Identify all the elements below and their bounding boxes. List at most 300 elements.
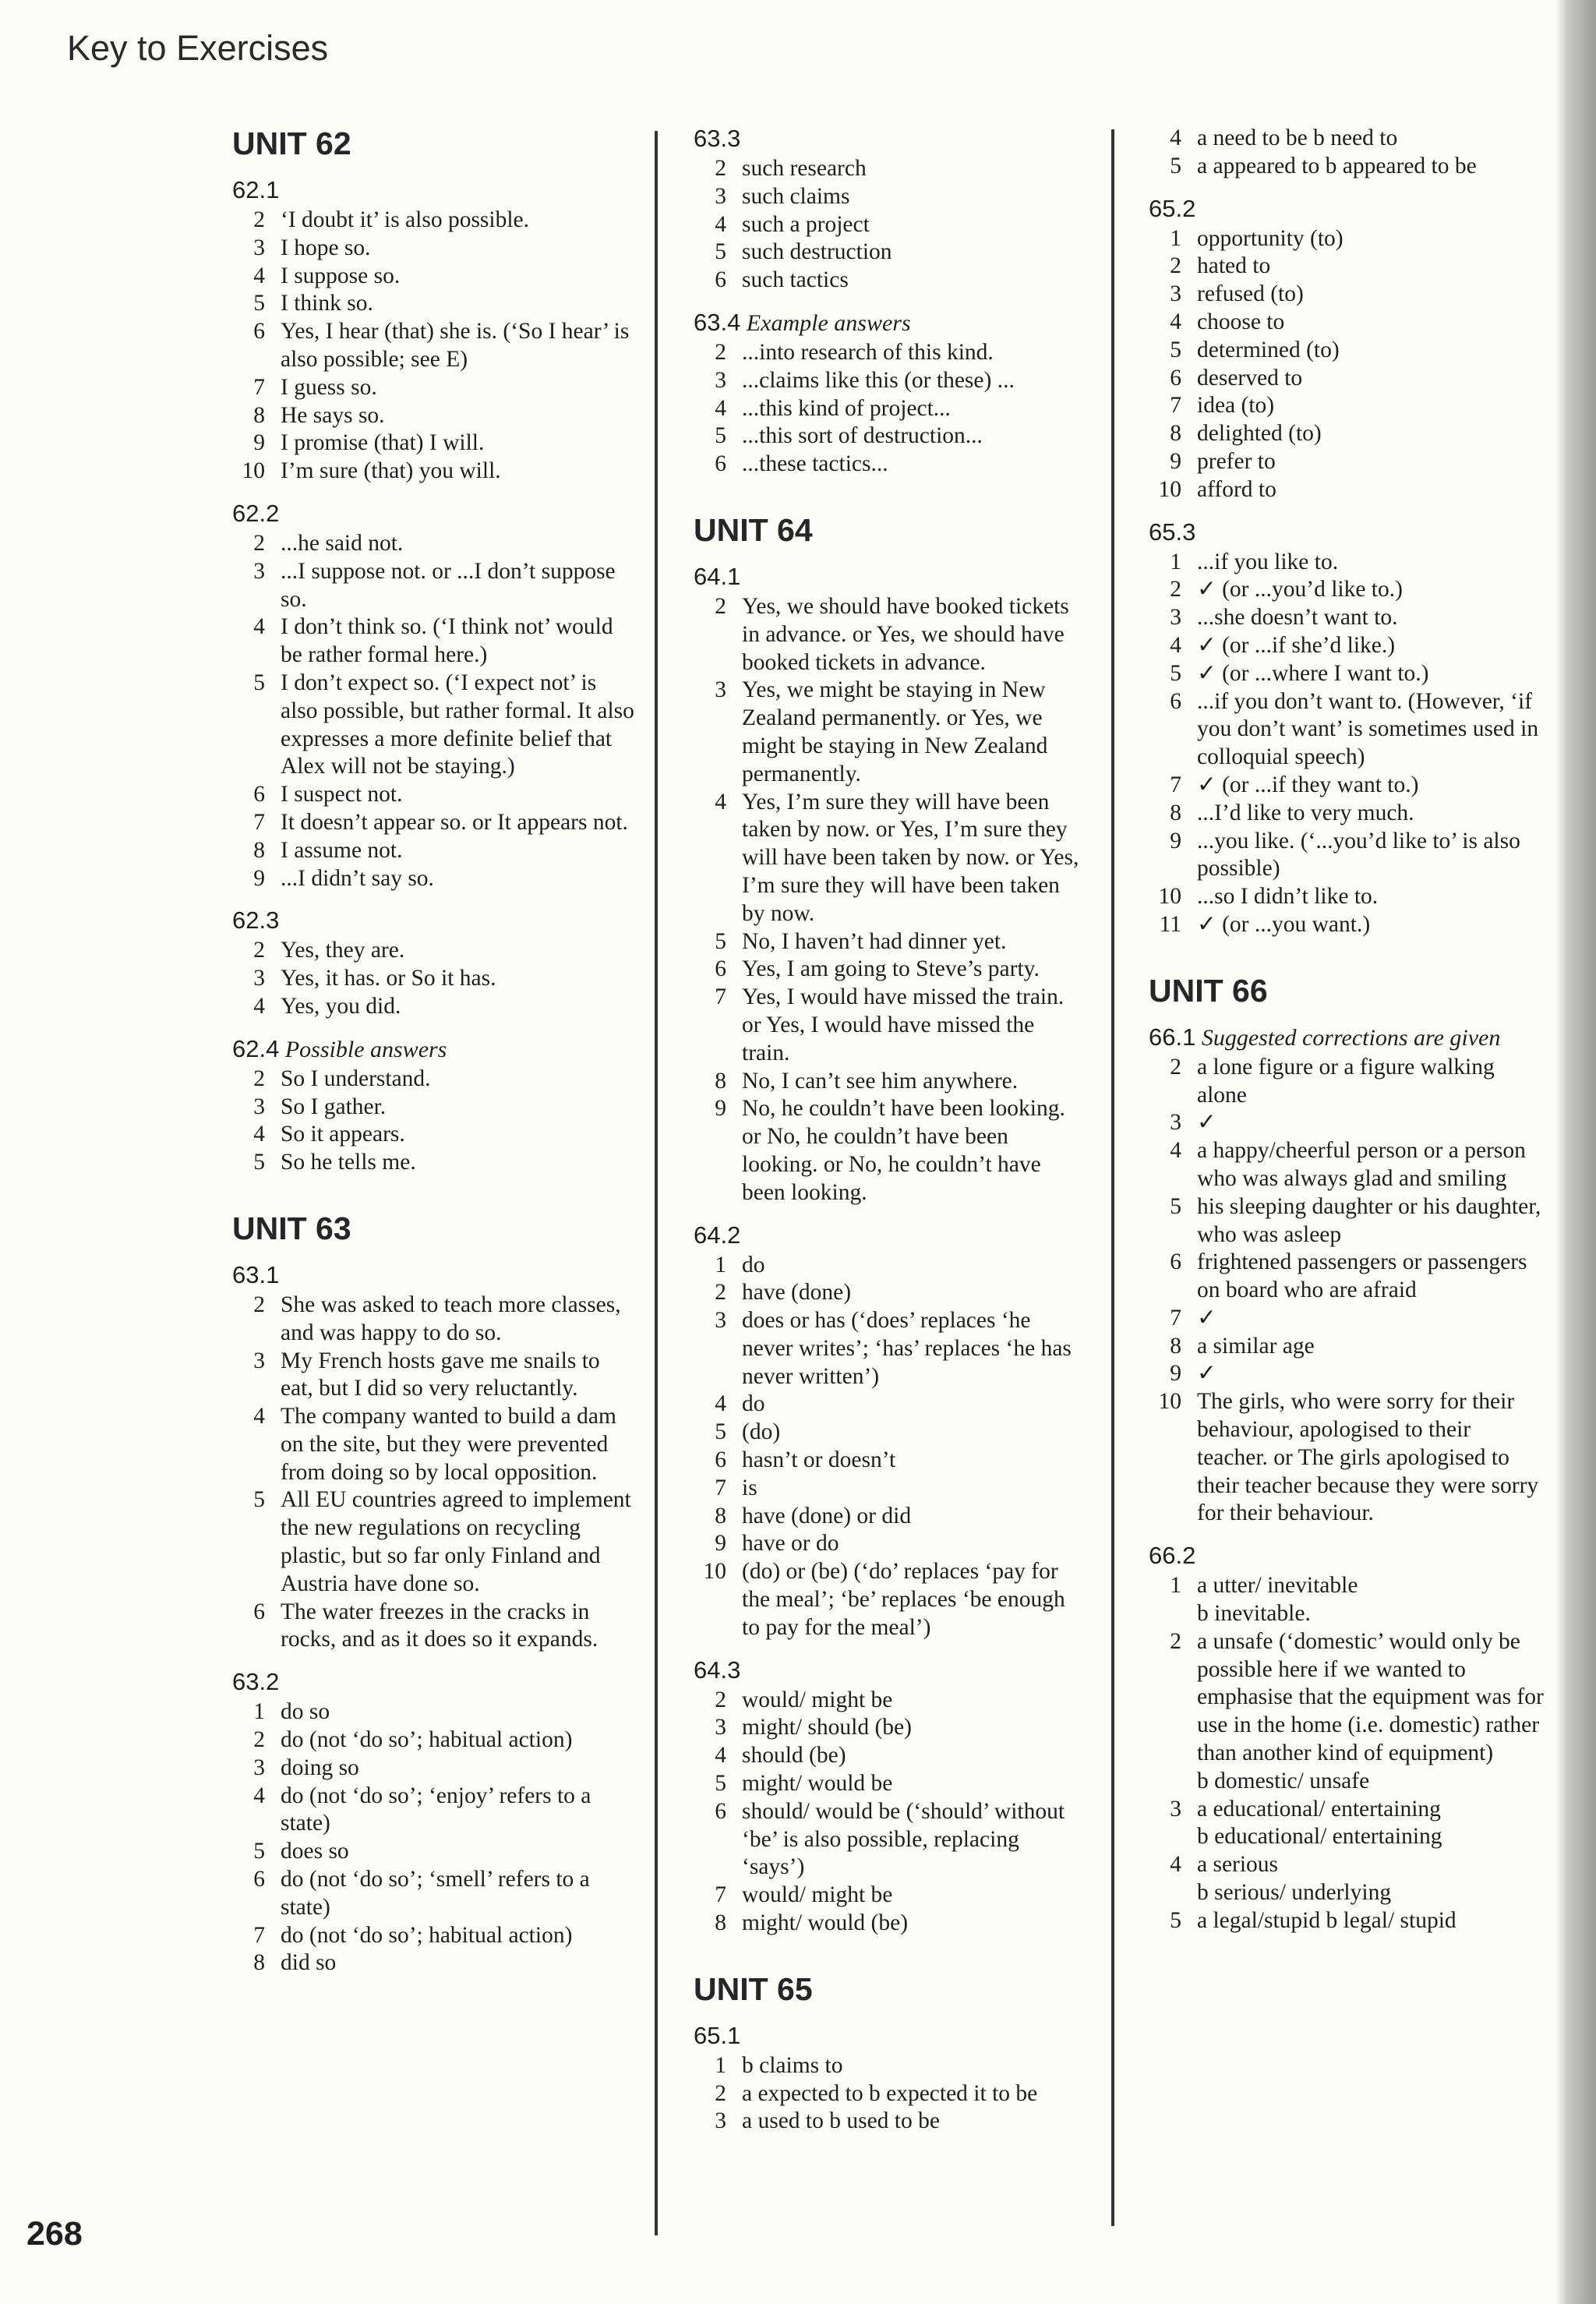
answer-item bbox=[1149, 1193, 1546, 1249]
answer-item bbox=[232, 613, 637, 670]
answer-item bbox=[694, 367, 1083, 395]
answer-item bbox=[694, 1095, 1083, 1207]
answer-number: 3 bbox=[253, 235, 265, 260]
answer-text: choose to bbox=[1197, 309, 1285, 334]
answer-number: 10 bbox=[703, 1559, 726, 1585]
answer-number: 7 bbox=[1170, 772, 1181, 797]
answer-number: 4 bbox=[253, 1783, 265, 1808]
answer-item bbox=[232, 1094, 637, 1122]
answer-number: 6 bbox=[715, 1447, 726, 1473]
page-number: 268 bbox=[26, 2215, 83, 2253]
answer-text: opportunity (to) bbox=[1197, 225, 1344, 251]
answer-text: hasn’t or doesn’t bbox=[742, 1447, 896, 1473]
answer-text: ...you like. (‘...you’d like to’ is also possible) bbox=[1197, 828, 1520, 882]
answer-text: deserved to bbox=[1197, 365, 1303, 390]
answer-item bbox=[232, 1949, 637, 1977]
answer-number: 5 bbox=[253, 1487, 265, 1513]
answer-text: ✓ (or ...if she’d like.) bbox=[1197, 632, 1396, 658]
answer-item bbox=[694, 956, 1083, 984]
answer-number: 5 bbox=[253, 291, 265, 316]
answer-number: 3 bbox=[715, 1308, 726, 1334]
answer-text: such claims bbox=[742, 183, 850, 209]
answer-text: do (not ‘do so’; habitual action) bbox=[281, 1727, 573, 1753]
answer-text: a utter/ inevitable bbox=[1197, 1573, 1358, 1599]
answer-number: 9 bbox=[1170, 828, 1181, 853]
answer-text: So it appears. bbox=[281, 1122, 405, 1147]
exercise-number: 63.4 bbox=[694, 308, 741, 336]
answer-item bbox=[694, 1447, 1083, 1475]
answer-item bbox=[1149, 153, 1546, 181]
answer-text: I’m sure (that) you will. bbox=[281, 458, 501, 484]
answer-text: ...if you don’t want to. (However, ‘if you don’t want’ is sometimes used in colloquial speech) bbox=[1197, 688, 1539, 770]
answer-number: 7 bbox=[253, 809, 265, 835]
exercise-heading bbox=[694, 1221, 1083, 1250]
answer-text: have (done) bbox=[742, 1280, 852, 1306]
answer-text: do (not ‘do so’; ‘smell’ refers to a state) bbox=[281, 1867, 590, 1920]
answer-number: 1 bbox=[715, 2052, 726, 2078]
answer-item bbox=[232, 1838, 637, 1866]
answer-text: a serious bbox=[1197, 1852, 1279, 1878]
answer-item bbox=[694, 1391, 1083, 1419]
answer-number: 1 bbox=[253, 1699, 265, 1725]
answer-text: ...she doesn’t want to. bbox=[1197, 605, 1398, 631]
answer-text: b serious/ underlying bbox=[1197, 1880, 1392, 1906]
answer-item bbox=[694, 1742, 1083, 1770]
answer-number: 2 bbox=[253, 1727, 265, 1753]
exercise-number: 64.2 bbox=[694, 1221, 741, 1249]
answer-item bbox=[694, 1714, 1083, 1742]
answer-text: Yes, I hear (that) she is. (‘So I hear’ is also possible; see E) bbox=[281, 319, 630, 372]
answer-number: 3 bbox=[715, 1715, 726, 1740]
answer-text: prefer to bbox=[1197, 448, 1276, 474]
answer-text: a happy/cheerful person or a person who was always glad and smiling bbox=[1197, 1138, 1526, 1191]
answer-number: 3 bbox=[715, 183, 726, 209]
answer-number: 4 bbox=[253, 1404, 265, 1429]
answer-text: All EU countries agreed to implement the new regulations on recycling plastic, but so far only Finland and Austria have done so. bbox=[281, 1487, 631, 1596]
answer-item bbox=[232, 1403, 637, 1486]
answer-number: 6 bbox=[253, 1599, 265, 1624]
answer-number: 7 bbox=[715, 984, 726, 1010]
answer-number: 2 bbox=[253, 530, 265, 556]
answer-text: My French hosts gave me snails to eat, but I did so very reluctantly. bbox=[281, 1348, 600, 1401]
answer-item bbox=[232, 1783, 637, 1839]
answer-text: I promise (that) I will. bbox=[281, 430, 485, 456]
answer-text: does so bbox=[281, 1839, 349, 1864]
answer-item bbox=[1149, 1879, 1546, 1907]
exercise-number: 66.1 bbox=[1149, 1023, 1196, 1051]
answer-item bbox=[1149, 688, 1546, 772]
answer-item bbox=[232, 374, 637, 402]
answer-text: ...claims like this (or these) ... bbox=[742, 367, 1015, 393]
answer-text: does or has (‘does’ replaces ‘he never writes’; ‘has’ replaces ‘he has never written’) bbox=[742, 1308, 1072, 1389]
answer-item bbox=[694, 1307, 1083, 1391]
answer-number: 3 bbox=[253, 1094, 265, 1119]
answer-item bbox=[1149, 883, 1546, 911]
answer-item bbox=[232, 809, 637, 837]
answer-text: ...he said not. bbox=[281, 530, 404, 556]
answer-text: such a project bbox=[742, 211, 870, 237]
answer-number: 3 bbox=[715, 2108, 726, 2134]
answer-item bbox=[694, 2052, 1083, 2080]
answer-number: 7 bbox=[253, 374, 265, 400]
answer-text: b inevitable. bbox=[1197, 1601, 1311, 1627]
answer-number: 9 bbox=[1170, 1361, 1181, 1387]
answer-number: 8 bbox=[253, 837, 265, 863]
column-rule bbox=[655, 131, 658, 2235]
exercise-heading bbox=[694, 563, 1083, 592]
answer-item bbox=[232, 1065, 637, 1094]
answer-text: is bbox=[742, 1475, 757, 1500]
exercise-number: 65.3 bbox=[1149, 518, 1196, 546]
answer-item bbox=[694, 1503, 1083, 1531]
answer-number: 8 bbox=[715, 1503, 726, 1528]
exercise-number: 62.4 bbox=[232, 1034, 280, 1062]
answer-number: 2 bbox=[715, 2080, 726, 2106]
answer-item bbox=[1149, 281, 1546, 309]
exercise-heading bbox=[232, 1035, 637, 1064]
answer-item bbox=[694, 211, 1083, 239]
answer-item bbox=[1149, 772, 1546, 800]
exercise-heading bbox=[1149, 1542, 1546, 1571]
answer-number: 2 bbox=[715, 1280, 726, 1306]
answer-number: 8 bbox=[253, 402, 265, 428]
answer-item bbox=[232, 670, 637, 781]
answer-number: 7 bbox=[715, 1882, 726, 1908]
answer-text: ✓ bbox=[1197, 1305, 1216, 1330]
answer-text: The girls, who were sorry for their behaviour, apologised to their teacher. or The girls apologised to their teacher because they were sorry for their behaviour. bbox=[1197, 1389, 1539, 1526]
answer-item bbox=[1149, 1768, 1546, 1796]
answer-text: such tactics bbox=[742, 267, 849, 293]
answer-number: 7 bbox=[1170, 1305, 1181, 1330]
answer-number: 4 bbox=[1170, 309, 1181, 334]
answer-number: 9 bbox=[253, 865, 265, 891]
answer-number: 5 bbox=[1170, 1193, 1181, 1219]
answer-number: 9 bbox=[253, 430, 265, 456]
answer-text: might/ should (be) bbox=[742, 1715, 912, 1740]
answer-number: 6 bbox=[1170, 365, 1181, 390]
answer-number: 4 bbox=[715, 211, 726, 237]
answer-item bbox=[1149, 1907, 1546, 1935]
answer-number: 3 bbox=[253, 1348, 265, 1373]
answer-item bbox=[232, 235, 637, 263]
answer-item bbox=[694, 1252, 1083, 1280]
answer-item bbox=[694, 1798, 1083, 1882]
answer-text: might/ would be bbox=[742, 1771, 893, 1797]
answer-text: ...I didn’t say so. bbox=[281, 865, 434, 891]
answer-text: I suppose so. bbox=[281, 263, 401, 288]
answer-item bbox=[694, 1419, 1083, 1447]
answer-number: 8 bbox=[1170, 1333, 1181, 1359]
answer-number: 1 bbox=[715, 1252, 726, 1277]
answer-text: delighted (to) bbox=[1197, 421, 1322, 447]
answer-item bbox=[232, 558, 637, 614]
answer-number: 6 bbox=[1170, 1249, 1181, 1275]
answer-text: a appeared to b appeared to be bbox=[1197, 153, 1477, 178]
answer-text: Yes, we should have booked tickets in advance. or Yes, we should have booked tickets in advance. bbox=[742, 593, 1069, 675]
answer-item bbox=[694, 1910, 1083, 1938]
answer-number: 2 bbox=[253, 1292, 265, 1317]
exercise-heading bbox=[232, 176, 637, 205]
exercise-number: 62.2 bbox=[232, 499, 280, 527]
answer-column-1 bbox=[232, 125, 637, 1977]
answer-text: a need to be b need to bbox=[1197, 125, 1398, 150]
answer-number: 9 bbox=[715, 1531, 726, 1557]
answer-text: a lone figure or a figure walking alone bbox=[1197, 1054, 1495, 1108]
exercise-number: 63.2 bbox=[232, 1668, 280, 1696]
answer-text: Yes, I’m sure they will have been taken by now. or Yes, I’m sure they will have been taken by now. or Yes, I’m sure they will have been taken by now. bbox=[742, 789, 1079, 926]
answer-item bbox=[1149, 1600, 1546, 1628]
answer-text: ✓ (or ...if they want to.) bbox=[1197, 772, 1419, 797]
answer-number: 6 bbox=[715, 1798, 726, 1824]
answer-item bbox=[1149, 1628, 1546, 1768]
answer-text: ✓ (or ...you’d like to.) bbox=[1197, 577, 1403, 603]
answer-text: do (not ‘do so’; ‘enjoy’ refers to a state) bbox=[281, 1783, 591, 1836]
answer-number: 2 bbox=[715, 339, 726, 365]
answer-number: 4 bbox=[253, 263, 265, 288]
exercise-number: 65.1 bbox=[694, 2021, 741, 2049]
answer-number: 3 bbox=[1170, 1110, 1181, 1136]
answer-text: It doesn’t appear so. or It appears not. bbox=[281, 809, 628, 835]
answer-number: 7 bbox=[253, 1922, 265, 1948]
answer-text: doing so bbox=[281, 1755, 359, 1780]
exercise-heading bbox=[1149, 195, 1546, 224]
answer-text: So he tells me. bbox=[281, 1150, 416, 1175]
answer-item bbox=[232, 1121, 637, 1149]
answer-item bbox=[694, 984, 1083, 1067]
exercise-heading bbox=[1149, 518, 1546, 547]
answer-item bbox=[232, 937, 637, 965]
answer-number: 9 bbox=[1170, 448, 1181, 474]
answer-number: 3 bbox=[253, 1755, 265, 1780]
answer-item bbox=[1149, 660, 1546, 688]
answer-number: 3 bbox=[715, 677, 726, 703]
answer-text: ‘I doubt it’ is also possible. bbox=[281, 207, 530, 232]
answer-number: 6 bbox=[715, 267, 726, 293]
answer-text: afford to bbox=[1197, 476, 1276, 502]
answer-text: have (done) or did bbox=[742, 1503, 912, 1528]
answer-number: 2 bbox=[715, 1687, 726, 1712]
answer-text: ...this kind of project... bbox=[742, 395, 951, 421]
answer-text: ...I suppose not. or ...I don’t suppose so. bbox=[281, 558, 616, 612]
answer-number: 1 bbox=[1170, 225, 1181, 251]
answer-text: a unsafe (‘domestic’ would only be possible here if we wanted to emphasise that the equipment was for use in the home (i.e. domestic) rather than another kind of equipment) bbox=[1197, 1628, 1544, 1766]
answer-number: 3 bbox=[1170, 605, 1181, 631]
answer-text: b claims to bbox=[742, 2052, 843, 2078]
answer-text: Yes, I would have missed the train. or Yes, I would have missed the train. bbox=[742, 984, 1065, 1065]
answer-item bbox=[1149, 1333, 1546, 1361]
answer-item bbox=[232, 865, 637, 893]
answer-number: 6 bbox=[253, 1867, 265, 1892]
answer-text: a used to b used to be bbox=[742, 2108, 940, 2134]
answer-text: I hope so. bbox=[281, 235, 371, 260]
answer-text: do bbox=[742, 1391, 765, 1417]
answer-text: ✓ bbox=[1197, 1361, 1216, 1387]
answer-number: 2 bbox=[253, 207, 265, 232]
answer-text: do bbox=[742, 1252, 765, 1277]
answer-number: 6 bbox=[1170, 688, 1181, 714]
answer-number: 3 bbox=[1170, 1796, 1181, 1822]
answer-number: 3 bbox=[253, 966, 265, 991]
answer-item bbox=[694, 2080, 1083, 2108]
answer-number: 4 bbox=[253, 614, 265, 640]
answer-number: 2 bbox=[1170, 1628, 1181, 1654]
answer-item bbox=[694, 1770, 1083, 1798]
answer-item bbox=[1149, 225, 1546, 253]
answer-number: 5 bbox=[1170, 1907, 1181, 1933]
answer-item bbox=[694, 1882, 1083, 1910]
answer-column-2 bbox=[694, 125, 1083, 2136]
answer-number: 5 bbox=[715, 423, 726, 449]
answer-text: ...this sort of destruction... bbox=[742, 423, 983, 449]
answer-number: 4 bbox=[1170, 125, 1181, 150]
answer-item bbox=[1149, 253, 1546, 281]
answer-text: would/ might be bbox=[742, 1882, 893, 1908]
exercise-heading bbox=[232, 1261, 637, 1290]
answer-text: b domestic/ unsafe bbox=[1197, 1768, 1370, 1793]
answer-text: No, I can’t see him anywhere. bbox=[742, 1068, 1019, 1094]
answer-item bbox=[1149, 576, 1546, 604]
answer-item bbox=[1149, 337, 1546, 365]
answer-item bbox=[232, 429, 637, 458]
answer-item bbox=[232, 1486, 637, 1598]
answer-item bbox=[1149, 1249, 1546, 1305]
answer-text: a legal/stupid b legal/ stupid bbox=[1197, 1907, 1457, 1933]
answer-number: 5 bbox=[1170, 660, 1181, 686]
answer-item bbox=[694, 1475, 1083, 1503]
answer-number: 4 bbox=[715, 1743, 726, 1769]
answer-text: The company wanted to build a dam on the site, but they were prevented from doing so by local opposition. bbox=[281, 1404, 616, 1485]
answer-item bbox=[694, 451, 1083, 479]
answer-item bbox=[232, 1149, 637, 1177]
answer-item bbox=[232, 207, 637, 235]
answer-number: 4 bbox=[715, 1391, 726, 1417]
answer-text: Yes, we might be staying in New Zealand permanently. or Yes, we might be staying in New Zealand permanently. bbox=[742, 677, 1048, 786]
answer-text: hated to bbox=[1197, 253, 1271, 279]
answer-text: Yes, I am going to Steve’s party. bbox=[742, 956, 1040, 982]
answer-item bbox=[1149, 800, 1546, 828]
answer-item bbox=[694, 339, 1083, 367]
exercise-number: 64.3 bbox=[694, 1656, 741, 1684]
answer-item bbox=[1149, 448, 1546, 476]
unit-heading: UNIT 62 bbox=[232, 125, 351, 161]
answer-number: 6 bbox=[715, 956, 726, 982]
answer-item bbox=[1149, 1137, 1546, 1193]
answer-number: 4 bbox=[253, 1122, 265, 1147]
answer-text: determined (to) bbox=[1197, 337, 1340, 362]
answer-item bbox=[694, 1558, 1083, 1641]
answer-item bbox=[1149, 1360, 1546, 1388]
exercise-number: 62.3 bbox=[232, 906, 280, 935]
answer-number: 7 bbox=[715, 1475, 726, 1500]
exercise-heading bbox=[232, 906, 637, 935]
exercise-heading bbox=[1149, 1023, 1546, 1052]
exercise-number: 63.1 bbox=[232, 1260, 280, 1288]
answer-number: 8 bbox=[1170, 800, 1181, 825]
answer-number: 5 bbox=[715, 928, 726, 954]
answer-text: I guess so. bbox=[281, 374, 377, 400]
answer-text: The water freezes in the cracks in rocks, and as it does so it expands. bbox=[281, 1599, 598, 1652]
exercise-note: Example answers bbox=[746, 309, 911, 336]
unit-heading: UNIT 66 bbox=[1149, 972, 1268, 1009]
answer-number: 10 bbox=[242, 458, 265, 484]
unit-heading: UNIT 64 bbox=[694, 511, 813, 548]
answer-number: 10 bbox=[1158, 476, 1181, 502]
answer-item bbox=[1149, 549, 1546, 577]
answer-number: 6 bbox=[253, 782, 265, 807]
answer-text: idea (to) bbox=[1197, 393, 1275, 419]
answer-item bbox=[694, 422, 1083, 451]
answer-item bbox=[694, 677, 1083, 788]
exercise-number: 62.1 bbox=[232, 176, 280, 203]
answer-item bbox=[1149, 365, 1546, 393]
answer-item bbox=[1149, 1796, 1546, 1824]
answer-item bbox=[232, 965, 637, 993]
unit-heading: UNIT 63 bbox=[232, 1210, 351, 1246]
answer-number: 2 bbox=[253, 1065, 265, 1091]
answer-item bbox=[232, 402, 637, 430]
answer-item bbox=[1149, 125, 1546, 153]
answer-item bbox=[1149, 604, 1546, 632]
answer-number: 2 bbox=[1170, 577, 1181, 603]
answer-text: ...into research of this kind. bbox=[742, 339, 994, 365]
answer-text: I suspect not. bbox=[281, 782, 403, 807]
answer-text: So I understand. bbox=[281, 1065, 431, 1091]
answer-item bbox=[1149, 911, 1546, 939]
answer-number: 8 bbox=[1170, 421, 1181, 447]
answer-item bbox=[694, 2108, 1083, 2136]
answer-number: 1 bbox=[1170, 549, 1181, 574]
answer-text: a similar age bbox=[1197, 1333, 1315, 1359]
exercise-note: Suggested corrections are given bbox=[1201, 1024, 1501, 1051]
answer-item bbox=[232, 993, 637, 1021]
answer-number: 8 bbox=[253, 1950, 265, 1976]
answer-number: 8 bbox=[715, 1068, 726, 1094]
answer-text: such destruction bbox=[742, 239, 892, 265]
answer-item bbox=[1149, 1823, 1546, 1851]
answer-item bbox=[1149, 828, 1546, 884]
answer-number: 5 bbox=[1170, 153, 1181, 178]
answer-item bbox=[232, 1922, 637, 1950]
answer-text: Yes, it has. or So it has. bbox=[281, 966, 496, 991]
answer-item bbox=[232, 1726, 637, 1755]
answer-number: 5 bbox=[253, 1150, 265, 1175]
answer-text: have or do bbox=[742, 1531, 839, 1557]
answer-item bbox=[1149, 309, 1546, 337]
answer-item bbox=[1149, 476, 1546, 504]
answer-number: 3 bbox=[253, 558, 265, 584]
answer-item bbox=[694, 593, 1083, 677]
answer-item bbox=[1149, 1388, 1546, 1528]
exercise-heading bbox=[694, 125, 1083, 154]
answer-number: 6 bbox=[715, 451, 726, 477]
running-header: Key to Exercises bbox=[67, 28, 329, 68]
answer-number: 5 bbox=[253, 1839, 265, 1864]
exercise-heading bbox=[694, 309, 1083, 337]
answer-text: (do) or (be) (‘do’ replaces ‘pay for the meal’; ‘be’ replaces ‘be enough to pay for the meal’) bbox=[742, 1559, 1065, 1640]
answer-number: 2 bbox=[253, 938, 265, 963]
answer-text: She was asked to teach more classes, and was happy to do so. bbox=[281, 1292, 621, 1345]
answer-text: ✓ (or ...where I want to.) bbox=[1197, 660, 1429, 686]
answer-item bbox=[694, 1687, 1083, 1715]
answer-item bbox=[232, 1348, 637, 1404]
answer-number: 2 bbox=[715, 593, 726, 619]
column-rule bbox=[1111, 129, 1114, 2226]
answer-text: ...if you like to. bbox=[1197, 549, 1339, 574]
answer-text: might/ would (be) bbox=[742, 1910, 909, 1936]
answer-text: ...so I didn’t like to. bbox=[1197, 884, 1379, 910]
answer-number: 9 bbox=[715, 1096, 726, 1122]
exercise-note: Possible answers bbox=[284, 1036, 447, 1062]
